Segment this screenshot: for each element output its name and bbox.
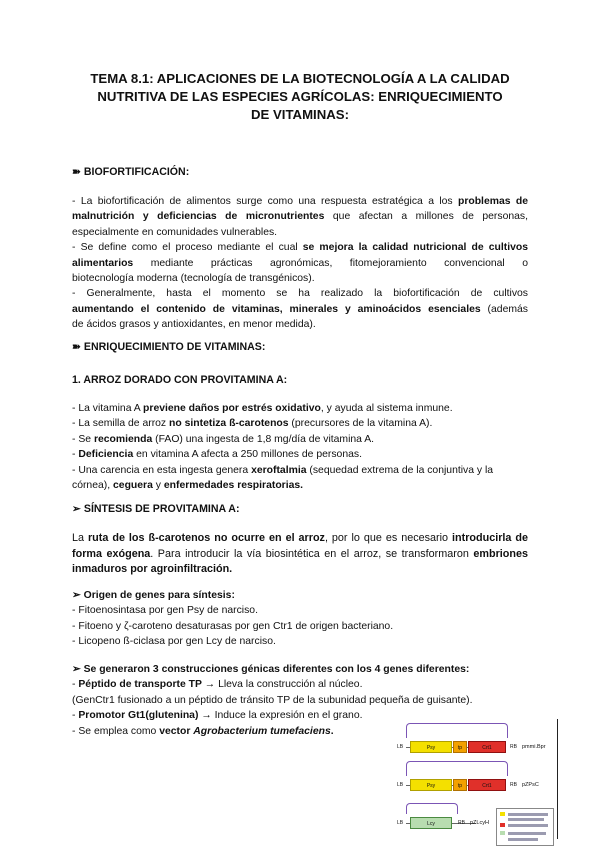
paragraph-line: - Se define como el proceso mediante el cual se mejora la calidad nutricional de cultivos <box>72 242 528 254</box>
arrow-icon: ➽ <box>72 166 81 178</box>
rb-label: RB <box>510 744 517 750</box>
list-item: córnea), ceguera y enfermedades respiratorias. <box>72 480 304 492</box>
sintesis-heading: ➢ SÍNTESIS DE PROVITAMINA A: <box>72 503 240 515</box>
tp-box: tp <box>453 779 467 791</box>
origen-genes-section <box>72 588 528 650</box>
list-item: - Deficiencia en vitamina A afecta a 250 millones de personas. <box>72 449 362 461</box>
biofortificacion-heading: ➽ BIOFORTIFICACIÓN: <box>72 166 190 178</box>
psy-gene-box: Psy <box>410 779 452 791</box>
lb-label: LB <box>397 820 404 826</box>
crt1-gene-box: Crt1 <box>468 741 506 753</box>
list-item: - Péptido de transporte TP → Lleva la construcción al núcleo. <box>72 679 363 691</box>
gene-construct-diagram <box>392 717 560 842</box>
paragraph-line: de ácidos grasos y antioxidantes, en menor medida). <box>72 319 316 331</box>
sintesis-paragraph: La ruta de los ß-carotenos no ocurre en el arroz, por lo que es necesario introducirla de forma exógena. Para introducir la vía biosintética en el arroz, se transformaron embriones inmaduros por agroinfiltración. <box>72 532 528 576</box>
legend-line <box>508 818 544 821</box>
list-item: - Una carencia en esta ingesta genera xeroftalmia (sequedad extrema de la conjuntiva y la <box>72 464 494 476</box>
paragraph-line: malnutrición y deficiencias de micronutrientes que afectan a millones de personas, <box>72 211 528 223</box>
paragraph-line: aumentando el contenido de vitaminas, minerales y aminoácidos esenciales (además <box>72 303 528 315</box>
list-item: - Fitoeno y ζ-caroteno desaturasas por gen Ctr1 de origen bacteriano. <box>72 620 394 632</box>
arroz-dorado-heading: 1. ARROZ DORADO CON PROVITAMINA A: <box>72 374 288 386</box>
list-item: - Promotor Gt1(glutenina) → Induce la expresión en el grano. <box>72 710 363 722</box>
arrow-icon: ➢ <box>72 590 81 601</box>
lb-label: LB <box>397 782 404 788</box>
arrow-icon: ➢ <box>72 503 81 515</box>
origen-heading: ➢ Origen de genes para síntesis: <box>72 590 235 601</box>
legend-swatch <box>500 831 505 835</box>
rb-label: RB <box>458 820 465 826</box>
plasmid-name: pZPsC <box>522 782 539 788</box>
enriquecimiento-heading: ➽ ENRIQUECIMIENTO DE VITAMINAS: <box>72 341 266 353</box>
construct-bracket <box>406 723 508 738</box>
plasmid-name: pZLcyH <box>470 820 489 826</box>
legend-swatch <box>500 812 505 816</box>
list-item: - La semilla de arroz no sintetiza ß-carotenos (precursores de la vitamina A). <box>72 418 433 430</box>
paragraph-line: - La biofortificación de alimentos surge como una respuesta estratégica a los problemas de <box>72 196 528 207</box>
list-item: - Fitoenosintasa por gen Psy de narciso. <box>72 605 258 617</box>
arroz-dorado-list <box>72 401 528 493</box>
lb-label: LB <box>397 744 404 750</box>
arrow-icon: ➽ <box>72 341 81 353</box>
list-item: (GenCtr1 fusionado a un péptido de tránsito TP de la subunidad pequeña de guisante). <box>72 694 473 706</box>
paragraph-line: biotecnología moderna (tecnología de transgénicos). <box>72 273 315 285</box>
list-item: - La vitamina A previene daños por estrés oxidativo, y ayuda al sistema inmune. <box>72 403 453 414</box>
construct-bracket <box>406 761 508 776</box>
legend-line <box>508 813 548 816</box>
diagram-legend <box>496 808 554 846</box>
psy-gene-box: Psy <box>410 741 452 753</box>
tp-box: tp <box>453 741 467 753</box>
paragraph-line: alimentarios mediante prácticas agronómicas, fitomejoramiento convencional o <box>72 257 528 269</box>
paragraph-line: - Generalmente, hasta el momento se ha realizado la biofortificación de cultivos <box>72 288 528 300</box>
rb-label: RB <box>510 782 517 788</box>
title-line-1: TEMA 8.1: APLICACIONES DE LA BIOTECNOLOGÍA A LA CALIDAD <box>90 71 510 86</box>
legend-line <box>508 824 548 827</box>
biofortificacion-paragraphs <box>72 194 528 333</box>
arrow-icon: ➢ <box>72 664 81 675</box>
plasmid-name: pmmi.Bpr <box>522 744 546 750</box>
list-item: - Se emplea como vector Agrobacterium tumefaciens. <box>72 725 334 737</box>
title-line-2: NUTRITIVA DE LAS ESPECIES AGRÍCOLAS: ENRIQUECIMIENTO <box>97 89 503 104</box>
list-item: - Licopeno ß-ciclasa por gen Lcy de narciso. <box>72 636 276 648</box>
list-item: - Se recomienda (FAO) una ingesta de 1,8 mg/día de vitamina A. <box>72 433 375 445</box>
construct-bracket <box>406 803 458 814</box>
legend-swatch <box>500 823 505 827</box>
lcy-gene-box: Lcy <box>410 817 452 829</box>
construcciones-heading: ➢ Se generaron 3 construcciones génicas diferentes con los 4 genes diferentes: <box>72 664 470 675</box>
legend-line <box>508 832 546 835</box>
crt1-gene-box: Crt1 <box>468 779 506 791</box>
page-title <box>60 70 540 124</box>
paragraph-line: especialmente en comunidades vulnerables. <box>72 226 278 238</box>
title-line-3: DE VITAMINAS: <box>251 107 349 122</box>
divider <box>557 719 558 839</box>
legend-line <box>508 838 538 841</box>
